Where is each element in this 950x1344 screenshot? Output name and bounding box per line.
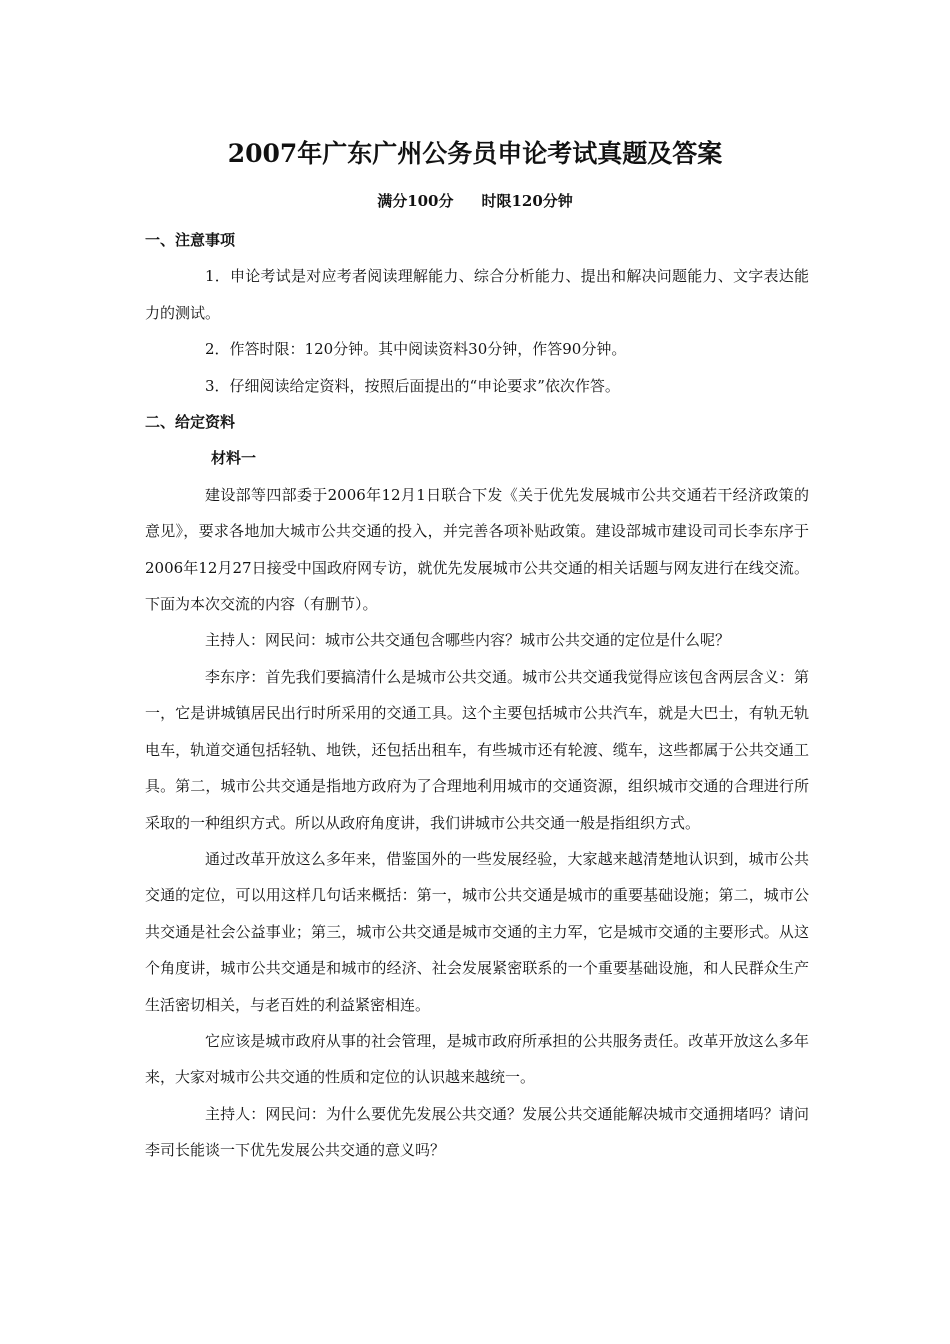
section-heading-materials: 二、给定资料	[145, 413, 236, 432]
time-limit-label: 时限120分钟	[481, 192, 573, 210]
document-body	[145, 222, 809, 1169]
body-paragraph: 主持人：网民问：城市公共交通包含哪些内容？城市公共交通的定位是什么呢？	[205, 631, 731, 650]
material-heading: 材料一	[211, 449, 257, 468]
body-paragraph: 通过改革开放这么多年来，借鉴国外的一些发展经验，大家越来越清楚地认识到，城市公共交通的定位，可以用这样几句话来概括：第一，城市公共交通是城市的重要基础设施；第二，城市公共交通是社会公益事业；第三，城市公共交通是城市交通的主力军，它是城市交通的主要形式。从这个角度讲，城市公共交通是和城市的经济、社会发展紧密联系的一个重要基础设施，和人民群众生产生活密切相关，与老百姓的利益紧密相连。	[145, 849, 809, 1014]
document-subtitle	[0, 190, 950, 211]
body-paragraph: 主持人：网民问：为什么要优先发展公共交通？发展公共交通能解决城市交通拥堵吗？请问李司长能谈一下优先发展公共交通的意义吗？	[145, 1104, 809, 1160]
section-heading-notes: 一、注意事项	[145, 231, 236, 249]
note-item: 1．申论考试是对应考者阅读理解能力、综合分析能力、提出和解决问题能力、文字表达能力的测试。	[145, 267, 809, 322]
body-paragraph: 李东序：首先我们要搞清什么是城市公共交通。城市公共交通我觉得应该包含两层含义：第一，它是讲城镇居民出行时所采用的交通工具。这个主要包括城市公共汽车，就是大巴士，有轨无轨电车，轨道交通包括轻轨、地铁，还包括出租车，有些城市还有轮渡、缆车，这些都属于公共交通工具。第二，城市公共交通是指地方政府为了合理地利用城市的交通资源，组织城市交通的合理进行所采取的一种组织方式。所以从政府角度讲，我们讲城市公共交通一般是指组织方式。	[145, 667, 809, 832]
document-title: 2007年广东广州公务员申论考试真题及答案	[227, 139, 723, 168]
note-item: 2．作答时限：120分钟。其中阅读资料30分钟，作答90分钟。	[205, 340, 627, 359]
body-paragraph: 建设部等四部委于2006年12月1日联合下发《关于优先发展城市公共交通若干经济政策的意见》，要求各地加大城市公共交通的投入，并完善各项补贴政策。建设部城市建设司司长李东序于2006年12月27日接受中国政府网专访，就优先发展城市公共交通的相关话题与网友进行在线交流。下面为本次交流的内容（有删节）。	[145, 485, 809, 614]
full-score-label: 满分100分	[377, 192, 454, 210]
body-paragraph: 它应该是城市政府从事的社会管理，是城市政府所承担的公共服务责任。改革开放这么多年来，大家对城市公共交通的性质和定位的认识越来越统一。	[145, 1031, 809, 1087]
note-item: 3．仔细阅读给定资料，按照后面提出的“申论要求”依次作答。	[205, 376, 620, 395]
